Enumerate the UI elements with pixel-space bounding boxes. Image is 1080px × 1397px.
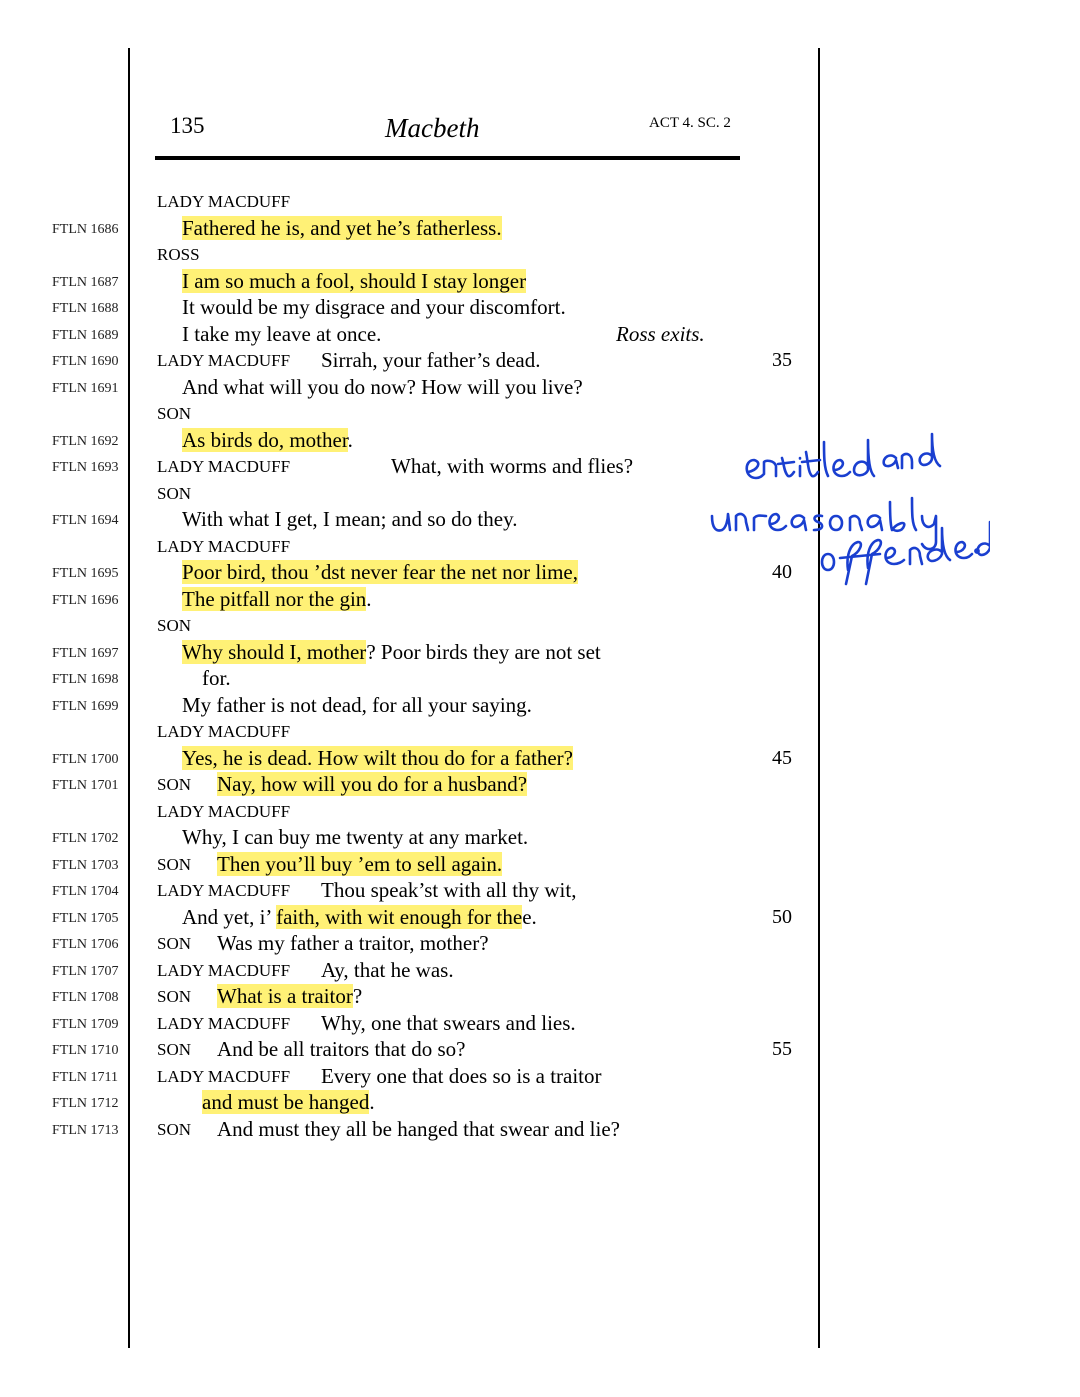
verse-text (182, 374, 583, 400)
speaker-line (0, 612, 818, 638)
highlighted-text: As birds do, mother (182, 427, 348, 452)
speaker-name: LADY MACDUFF (157, 192, 291, 211)
speaker-line (0, 533, 818, 559)
verse-line (0, 957, 818, 983)
verse-line-number: 40 (772, 561, 792, 583)
verse-line (0, 268, 818, 294)
ftln-number: FTLN 1690 (52, 354, 119, 369)
text-segment: It would be my disgrace and your discomfort. (182, 295, 566, 319)
text-segment: And must they all be hanged that swear and lie? (217, 1116, 620, 1141)
speaker-name: LADY MACDUFF (157, 960, 291, 980)
verse-line (0, 692, 818, 718)
speaker-line (0, 798, 818, 824)
text-segment: And be all traitors that do so? (217, 1037, 466, 1061)
verse-line (0, 1116, 818, 1142)
verse-line (0, 427, 818, 453)
verse-line (0, 374, 818, 400)
speaker-name: LADY MACDUFF (157, 1013, 291, 1033)
speaker-name: LADY MACDUFF (157, 881, 291, 900)
highlighted-text: Then you’ll buy ’em to sell again. (217, 851, 503, 876)
verse-line-number: 35 (772, 349, 792, 371)
stage-direction: Ross exits. (616, 321, 705, 346)
verse-text (217, 1116, 620, 1142)
speaker-name: SON (157, 1040, 192, 1059)
ftln-number: FTLN 1709 (52, 1016, 119, 1032)
verse-text (321, 347, 540, 373)
verse-line (0, 215, 818, 241)
ink-word-and (884, 434, 940, 468)
speaker-name: SON (157, 934, 192, 953)
ink-word-unreasonably (712, 498, 936, 549)
text-segment: Why, I can buy me twenty at any market. (182, 825, 529, 849)
text-segment: . (369, 1090, 375, 1114)
verse-line (0, 930, 818, 956)
verse-line (0, 586, 818, 612)
verse-text (182, 294, 566, 320)
verse-text (217, 983, 362, 1009)
verse-line (0, 1063, 818, 1089)
speaker-line (0, 241, 818, 267)
verse-line (0, 506, 818, 532)
highlighted-text: The pitfall nor the gin (182, 586, 367, 611)
ftln-number: FTLN 1695 (52, 566, 119, 581)
ftln-number: FTLN 1703 (52, 857, 119, 873)
ftln-number: FTLN 1701 (52, 778, 119, 793)
ink-word-entitled (747, 440, 874, 478)
text-segment: Why, one that swears and lies. (321, 1010, 576, 1035)
highlighted-text: and must be hanged (202, 1090, 370, 1114)
verse-text (182, 824, 528, 850)
verse-line (0, 983, 818, 1009)
text-segment: for. (202, 666, 231, 690)
text-segment: Was my father a traitor, mother? (217, 931, 489, 955)
ftln-number: FTLN 1699 (52, 698, 119, 714)
verse-line (0, 294, 818, 320)
text-segment: . (366, 586, 372, 611)
highlighted-text: Nay, how will you do for a husband? (217, 772, 528, 796)
text-segment: Every one that does so is a traitor (321, 1063, 602, 1088)
text-segment: e. (522, 904, 537, 929)
verse-text (182, 692, 532, 718)
highlighted-text: Yes, he is dead. How wilt thou do for a father? (182, 745, 573, 770)
ftln-number: FTLN 1697 (52, 645, 119, 661)
verse-text (182, 215, 502, 241)
text-segment: With what I get, I mean; and so do they. (182, 507, 518, 531)
verse-text (321, 957, 454, 983)
verse-text (217, 771, 527, 797)
ftln-number: FTLN 1707 (52, 963, 119, 979)
ftln-number: FTLN 1711 (52, 1069, 118, 1085)
text-segment: What, with worms and flies? (391, 454, 634, 478)
play-title: Macbeth (385, 113, 480, 143)
verse-line (0, 1089, 818, 1115)
verse-line (0, 1010, 818, 1036)
speaker-name: SON (157, 775, 192, 794)
verse-line (0, 904, 818, 930)
speaker-name: SON (157, 987, 192, 1006)
act-scene-label: ACT 4. SC. 2 (649, 115, 731, 131)
verse-line (0, 453, 818, 479)
highlighted-text: I am so much a fool, should I stay longer (182, 268, 527, 293)
verse-text (217, 1036, 465, 1062)
ftln-number: FTLN 1694 (52, 513, 119, 528)
verse-text (321, 877, 576, 903)
highlighted-text: faith, with wit enough for the (276, 904, 523, 929)
verse-text (217, 930, 489, 956)
verse-text (182, 321, 381, 347)
verse-line (0, 851, 818, 877)
ftln-number: FTLN 1704 (52, 884, 119, 899)
speaker-name: LADY MACDUFF (157, 536, 291, 556)
speaker-name: SON (157, 616, 192, 635)
speaker-name: SON (157, 404, 192, 423)
right-margin-rule (818, 48, 820, 1348)
text-segment: . (347, 427, 353, 452)
verse-text (321, 1010, 576, 1036)
verse-line (0, 745, 818, 771)
verse-line (0, 665, 818, 691)
ftln-number: FTLN 1687 (52, 274, 119, 290)
verse-text (182, 268, 526, 294)
verse-line (0, 559, 818, 585)
ftln-number: FTLN 1688 (52, 301, 119, 316)
text-segment: Sirrah, your father’s dead. (321, 348, 541, 372)
text-segment: And what will you do now? How will you live? (182, 374, 583, 399)
highlighted-text: Why should I, mother (182, 639, 367, 664)
text-segment: Ay, that he was. (321, 957, 454, 982)
ftln-number: FTLN 1693 (52, 460, 119, 475)
speaker-name: SON (157, 854, 192, 874)
speaker-name: LADY MACDUFF (157, 801, 291, 821)
ftln-number: FTLN 1696 (52, 592, 119, 608)
ftln-number: FTLN 1713 (52, 1122, 119, 1138)
verse-line-number: 50 (772, 905, 792, 928)
verse-line (0, 824, 818, 850)
verse-line-number: 55 (772, 1038, 792, 1060)
highlighted-text: Poor bird, thou ’dst never fear the net nor lime, (182, 560, 578, 584)
ftln-number: FTLN 1706 (52, 937, 119, 952)
text-segment: And yet, i’ (182, 904, 277, 929)
text-segment: Thou speak’st with all thy wit, (321, 878, 577, 902)
verse-text (182, 427, 353, 453)
ftln-number: FTLN 1700 (52, 751, 119, 767)
highlighted-text: What is a traitor (217, 984, 353, 1008)
verse-text (182, 586, 372, 612)
ftln-number: FTLN 1692 (52, 433, 119, 449)
speaker-name: LADY MACDUFF (157, 1066, 291, 1086)
ftln-number: FTLN 1702 (52, 831, 119, 846)
verse-text (182, 904, 537, 930)
verse-text (182, 745, 573, 771)
speaker-name: LADY MACDUFF (157, 457, 291, 476)
speaker-name: LADY MACDUFF (157, 722, 291, 741)
speaker-name: ROSS (157, 245, 200, 264)
text-segment: ? (352, 984, 363, 1008)
text-segment: My father is not dead, for all your saying. (182, 692, 532, 717)
verse-line (0, 877, 818, 903)
verse-text (321, 1063, 602, 1089)
verse-text (182, 559, 578, 585)
ftln-number: FTLN 1686 (52, 221, 119, 237)
verse-text (202, 665, 231, 691)
page-number: 135 (170, 113, 205, 138)
verse-line-number: 45 (772, 746, 792, 769)
speaker-name: LADY MACDUFF (157, 351, 291, 370)
speaker-name: SON (157, 1119, 192, 1139)
ftln-number: FTLN 1689 (52, 327, 119, 343)
ftln-number: FTLN 1705 (52, 910, 119, 926)
text-segment: I take my leave at once. (182, 321, 382, 346)
highlighted-text: Fathered he is, and yet he’s fatherless. (182, 215, 502, 240)
ftln-number: FTLN 1698 (52, 672, 119, 687)
verse-text (182, 639, 601, 665)
verse-line (0, 639, 818, 665)
ink-period (975, 549, 978, 552)
text-segment: ? Poor birds they are not set (366, 639, 601, 664)
ftln-number: FTLN 1708 (52, 990, 119, 1005)
verse-text (217, 851, 502, 877)
speaker-line (0, 718, 818, 744)
speaker-line (0, 188, 818, 214)
ftln-number: FTLN 1710 (52, 1043, 119, 1058)
verse-text (182, 506, 517, 532)
speaker-line (0, 480, 818, 506)
verse-line (0, 347, 818, 373)
speaker-name: SON (157, 483, 192, 503)
verse-text (391, 453, 633, 479)
verse-line (0, 1036, 818, 1062)
verse-text (202, 1089, 375, 1115)
handwritten-annotation (700, 420, 990, 600)
verse-line (0, 321, 818, 347)
ftln-number: FTLN 1691 (52, 380, 119, 396)
header-rule (155, 156, 740, 160)
verse-line (0, 771, 818, 797)
speaker-line (0, 400, 818, 426)
ink-word-offended (822, 522, 990, 584)
ftln-number: FTLN 1712 (52, 1096, 119, 1111)
